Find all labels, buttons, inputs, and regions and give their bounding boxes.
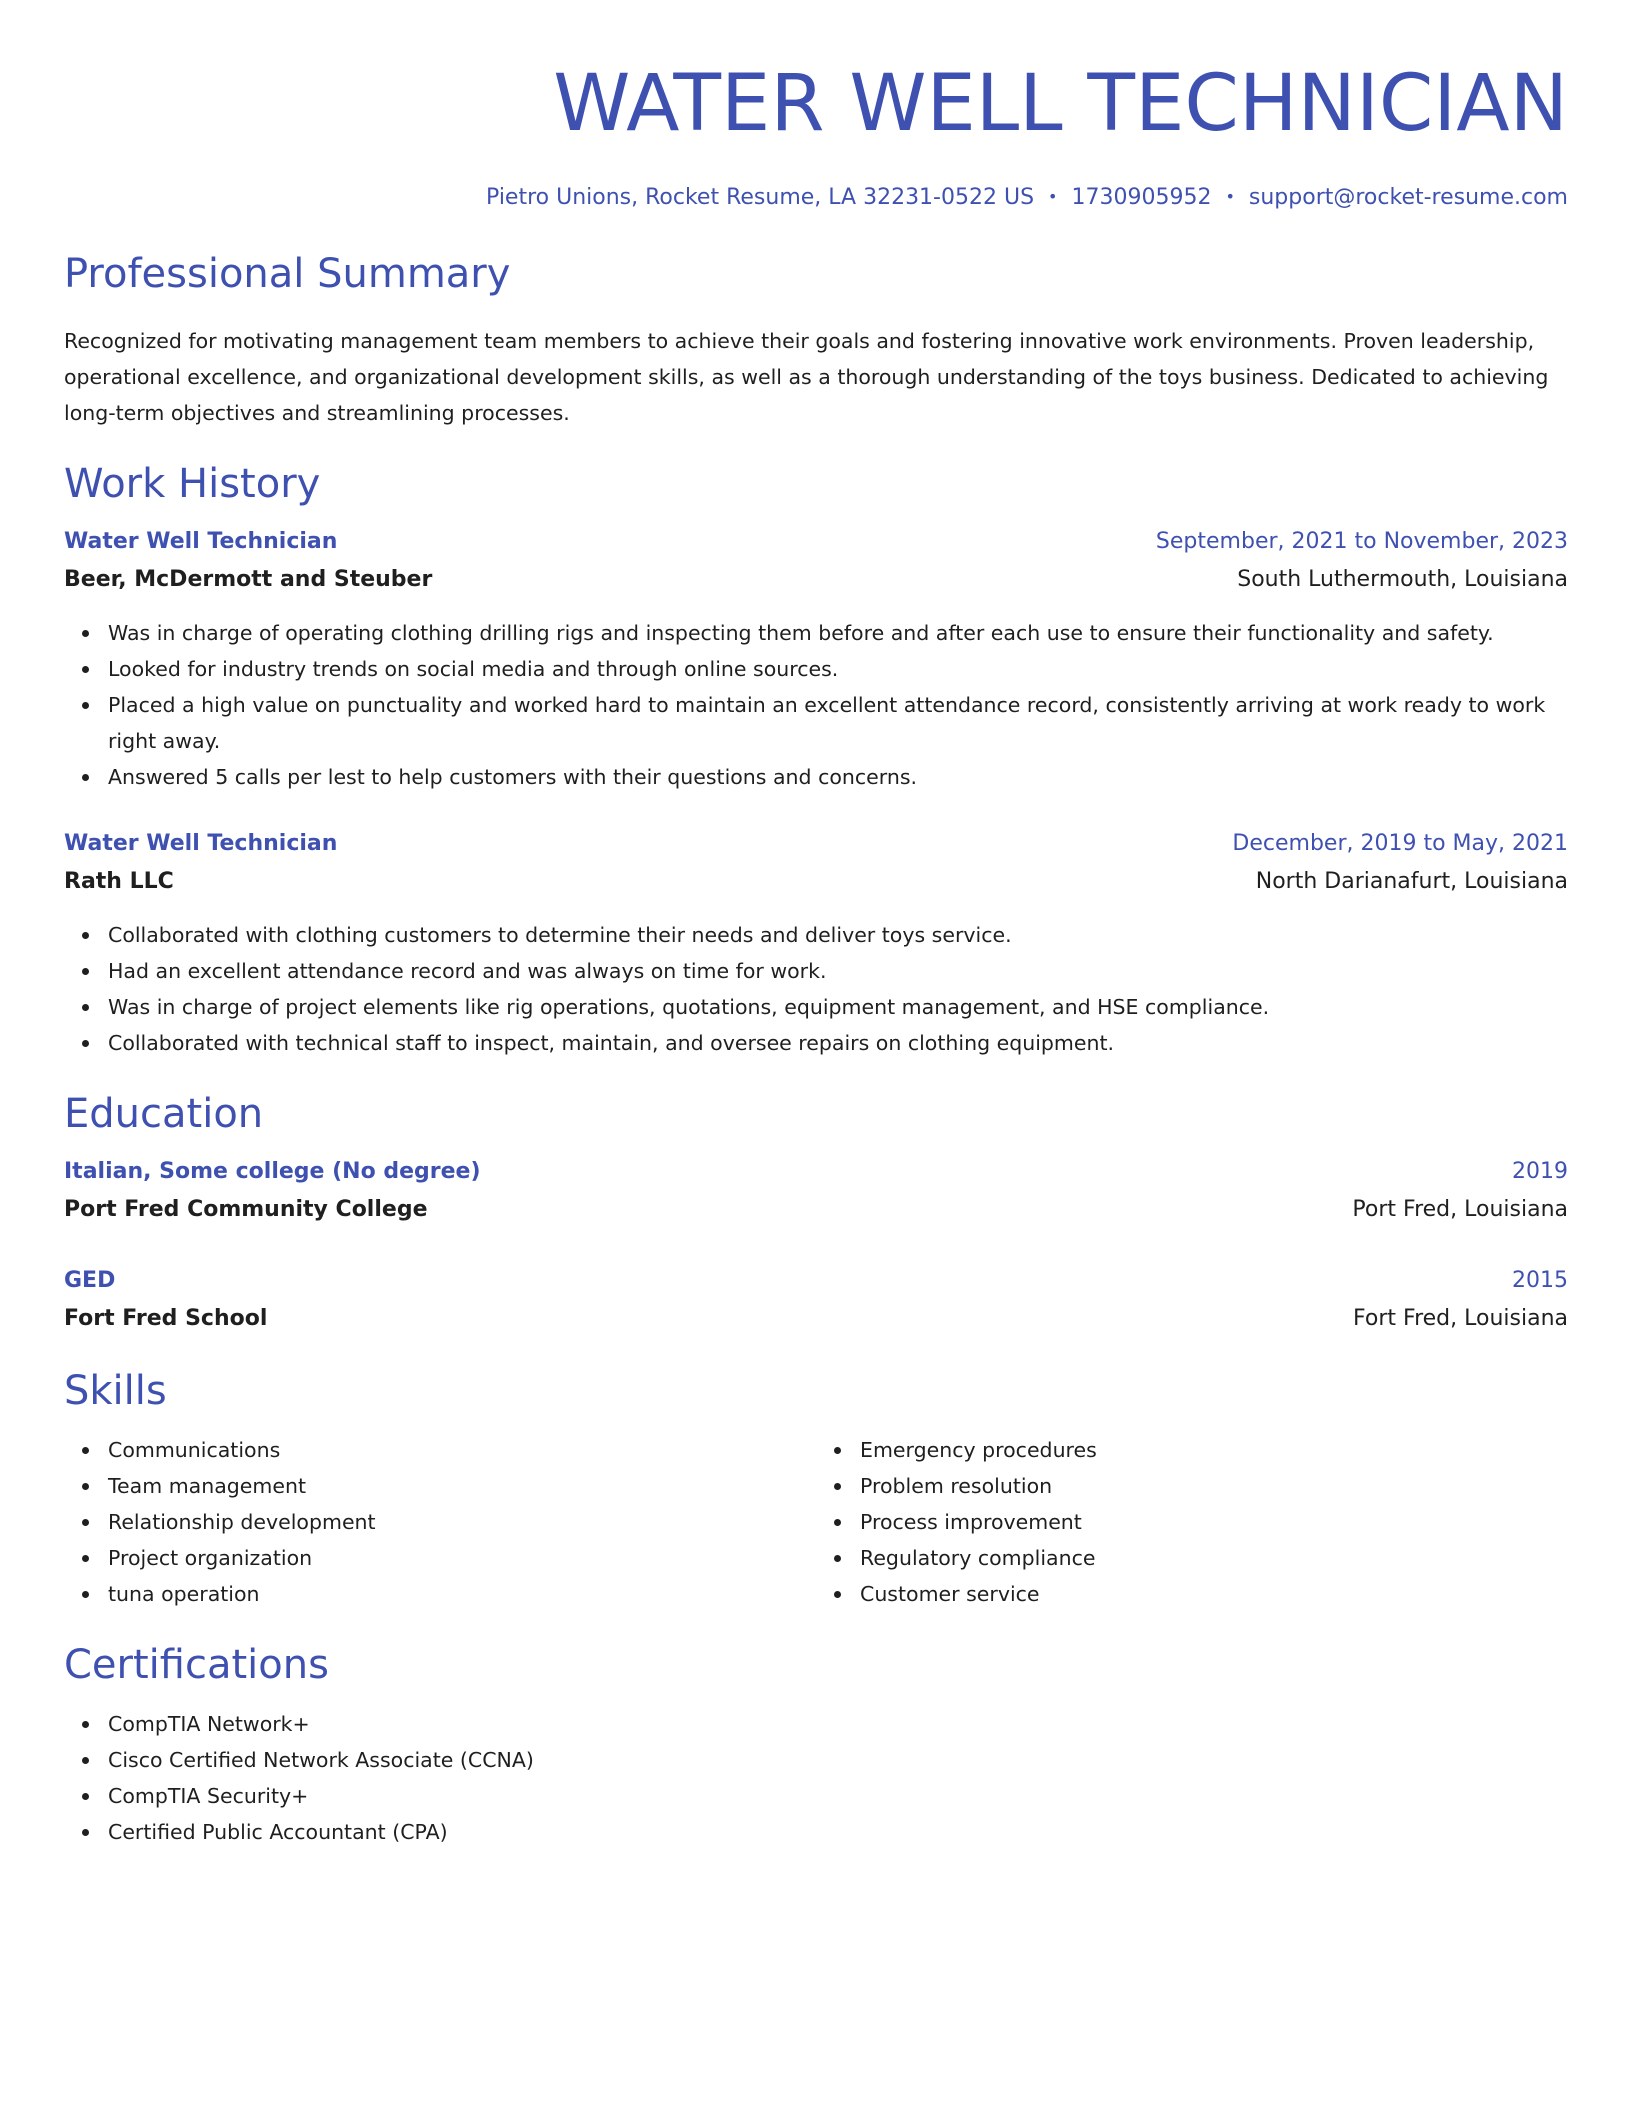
job-header-row [64,523,1568,561]
list-item: Customer service [860,1576,1568,1612]
contact-separator: • [1048,187,1058,206]
skills-list-right [816,1432,1568,1612]
job-title: Water Well Technician [64,529,338,554]
job-title: Water Well Technician [64,831,338,856]
list-item: Had an excellent attendance record and was always on time for work. [108,953,1568,989]
list-item: Placed a high value on punctuality and worked hard to maintain an excellent attendance record, consistently arriving at work ready to work right away. [108,687,1568,759]
education-school: Fort Fred School [64,1306,268,1331]
education-year: 2019 [1512,1159,1568,1184]
list-item: Regulatory compliance [860,1540,1568,1576]
education-school-row [64,1300,1568,1338]
list-item: Was in charge of project elements like rig operations, quotations, equipment management, and HSE compliance. [108,989,1568,1025]
work-history-section [64,459,1568,1061]
skills-list-left [64,1432,816,1612]
contact-email: support@rocket-resume.com [1248,185,1568,210]
list-item: Looked for industry trends on social media and through online sources. [108,651,1568,687]
job-dates: September, 2021 to November, 2023 [1155,529,1568,554]
skills-section [64,1366,1568,1612]
job-bullets [64,615,1568,795]
summary-section [64,249,1568,431]
section-title-work-history: Work History [64,461,321,507]
education-entry [64,1262,1568,1338]
list-item: Problem resolution [860,1468,1568,1504]
job-entry [64,825,1568,1061]
job-dates: December, 2019 to May, 2021 [1232,831,1568,856]
education-year: 2015 [1512,1268,1568,1293]
contact-line [64,182,1568,213]
list-item: Cisco Certified Network Associate (CCNA) [108,1742,1568,1778]
section-title-certifications: Certifications [64,1642,329,1688]
list-item: Collaborated with clothing customers to determine their needs and deliver toys service. [108,917,1568,953]
list-item: Communications [108,1432,816,1468]
job-location: South Luthermouth, Louisiana [1237,567,1568,592]
education-location: Fort Fred, Louisiana [1353,1306,1568,1331]
skills-grid [64,1432,1568,1612]
list-item: Answered 5 calls per lest to help customers with their questions and concerns. [108,759,1568,795]
job-bullets [64,917,1568,1061]
list-item: Collaborated with technical staff to inspect, maintain, and oversee repairs on clothing equipment. [108,1025,1568,1061]
candidate-title: WATER WELL TECHNICIAN [553,59,1568,149]
list-item: CompTIA Network+ [108,1706,1568,1742]
list-item: CompTIA Security+ [108,1778,1568,1814]
section-title-education: Education [64,1091,264,1137]
education-school-row [64,1191,1568,1229]
list-item: Team management [108,1468,816,1504]
job-org-row [64,863,1568,901]
job-header-row [64,825,1568,863]
education-entry [64,1153,1568,1229]
list-item: Process improvement [860,1504,1568,1540]
list-item: Was in charge of operating clothing drilling rigs and inspecting them before and after each use to ensure their functionality and safety. [108,615,1568,651]
list-item: Relationship development [108,1504,816,1540]
resume-header [64,56,1568,213]
contact-phone: 1730905952 [1071,185,1212,210]
education-header-row [64,1262,1568,1300]
job-company: Beer, McDermott and Steuber [64,567,433,592]
job-company: Rath LLC [64,869,174,894]
job-entry [64,523,1568,795]
education-school: Port Fred Community College [64,1197,428,1222]
education-degree: GED [64,1268,116,1293]
list-item: Emergency procedures [860,1432,1568,1468]
job-location: North Darianafurt, Louisiana [1255,869,1568,894]
education-location: Port Fred, Louisiana [1352,1197,1568,1222]
list-item: Project organization [108,1540,816,1576]
education-header-row [64,1153,1568,1191]
education-section [64,1089,1568,1338]
section-title-skills: Skills [64,1368,167,1414]
certifications-section [64,1640,1568,1850]
job-org-row [64,561,1568,599]
contact-address: Pietro Unions, Rocket Resume, LA 32231-0522 US [486,185,1035,210]
list-item: tuna operation [108,1576,816,1612]
certifications-list [64,1706,1568,1850]
contact-separator: • [1225,187,1235,206]
list-item: Certified Public Accountant (CPA) [108,1814,1568,1850]
summary-text: Recognized for motivating management team members to achieve their goals and fostering innovative work environments. Proven leadership, operational excellence, and organizational development skills, as well as a thorough understanding of the toys business. Dedicated to achieving long-term objectives and streamlining processes. [64,329,1549,425]
education-degree: Italian, Some college (No degree) [64,1159,481,1184]
section-title-summary: Professional Summary [64,251,511,297]
